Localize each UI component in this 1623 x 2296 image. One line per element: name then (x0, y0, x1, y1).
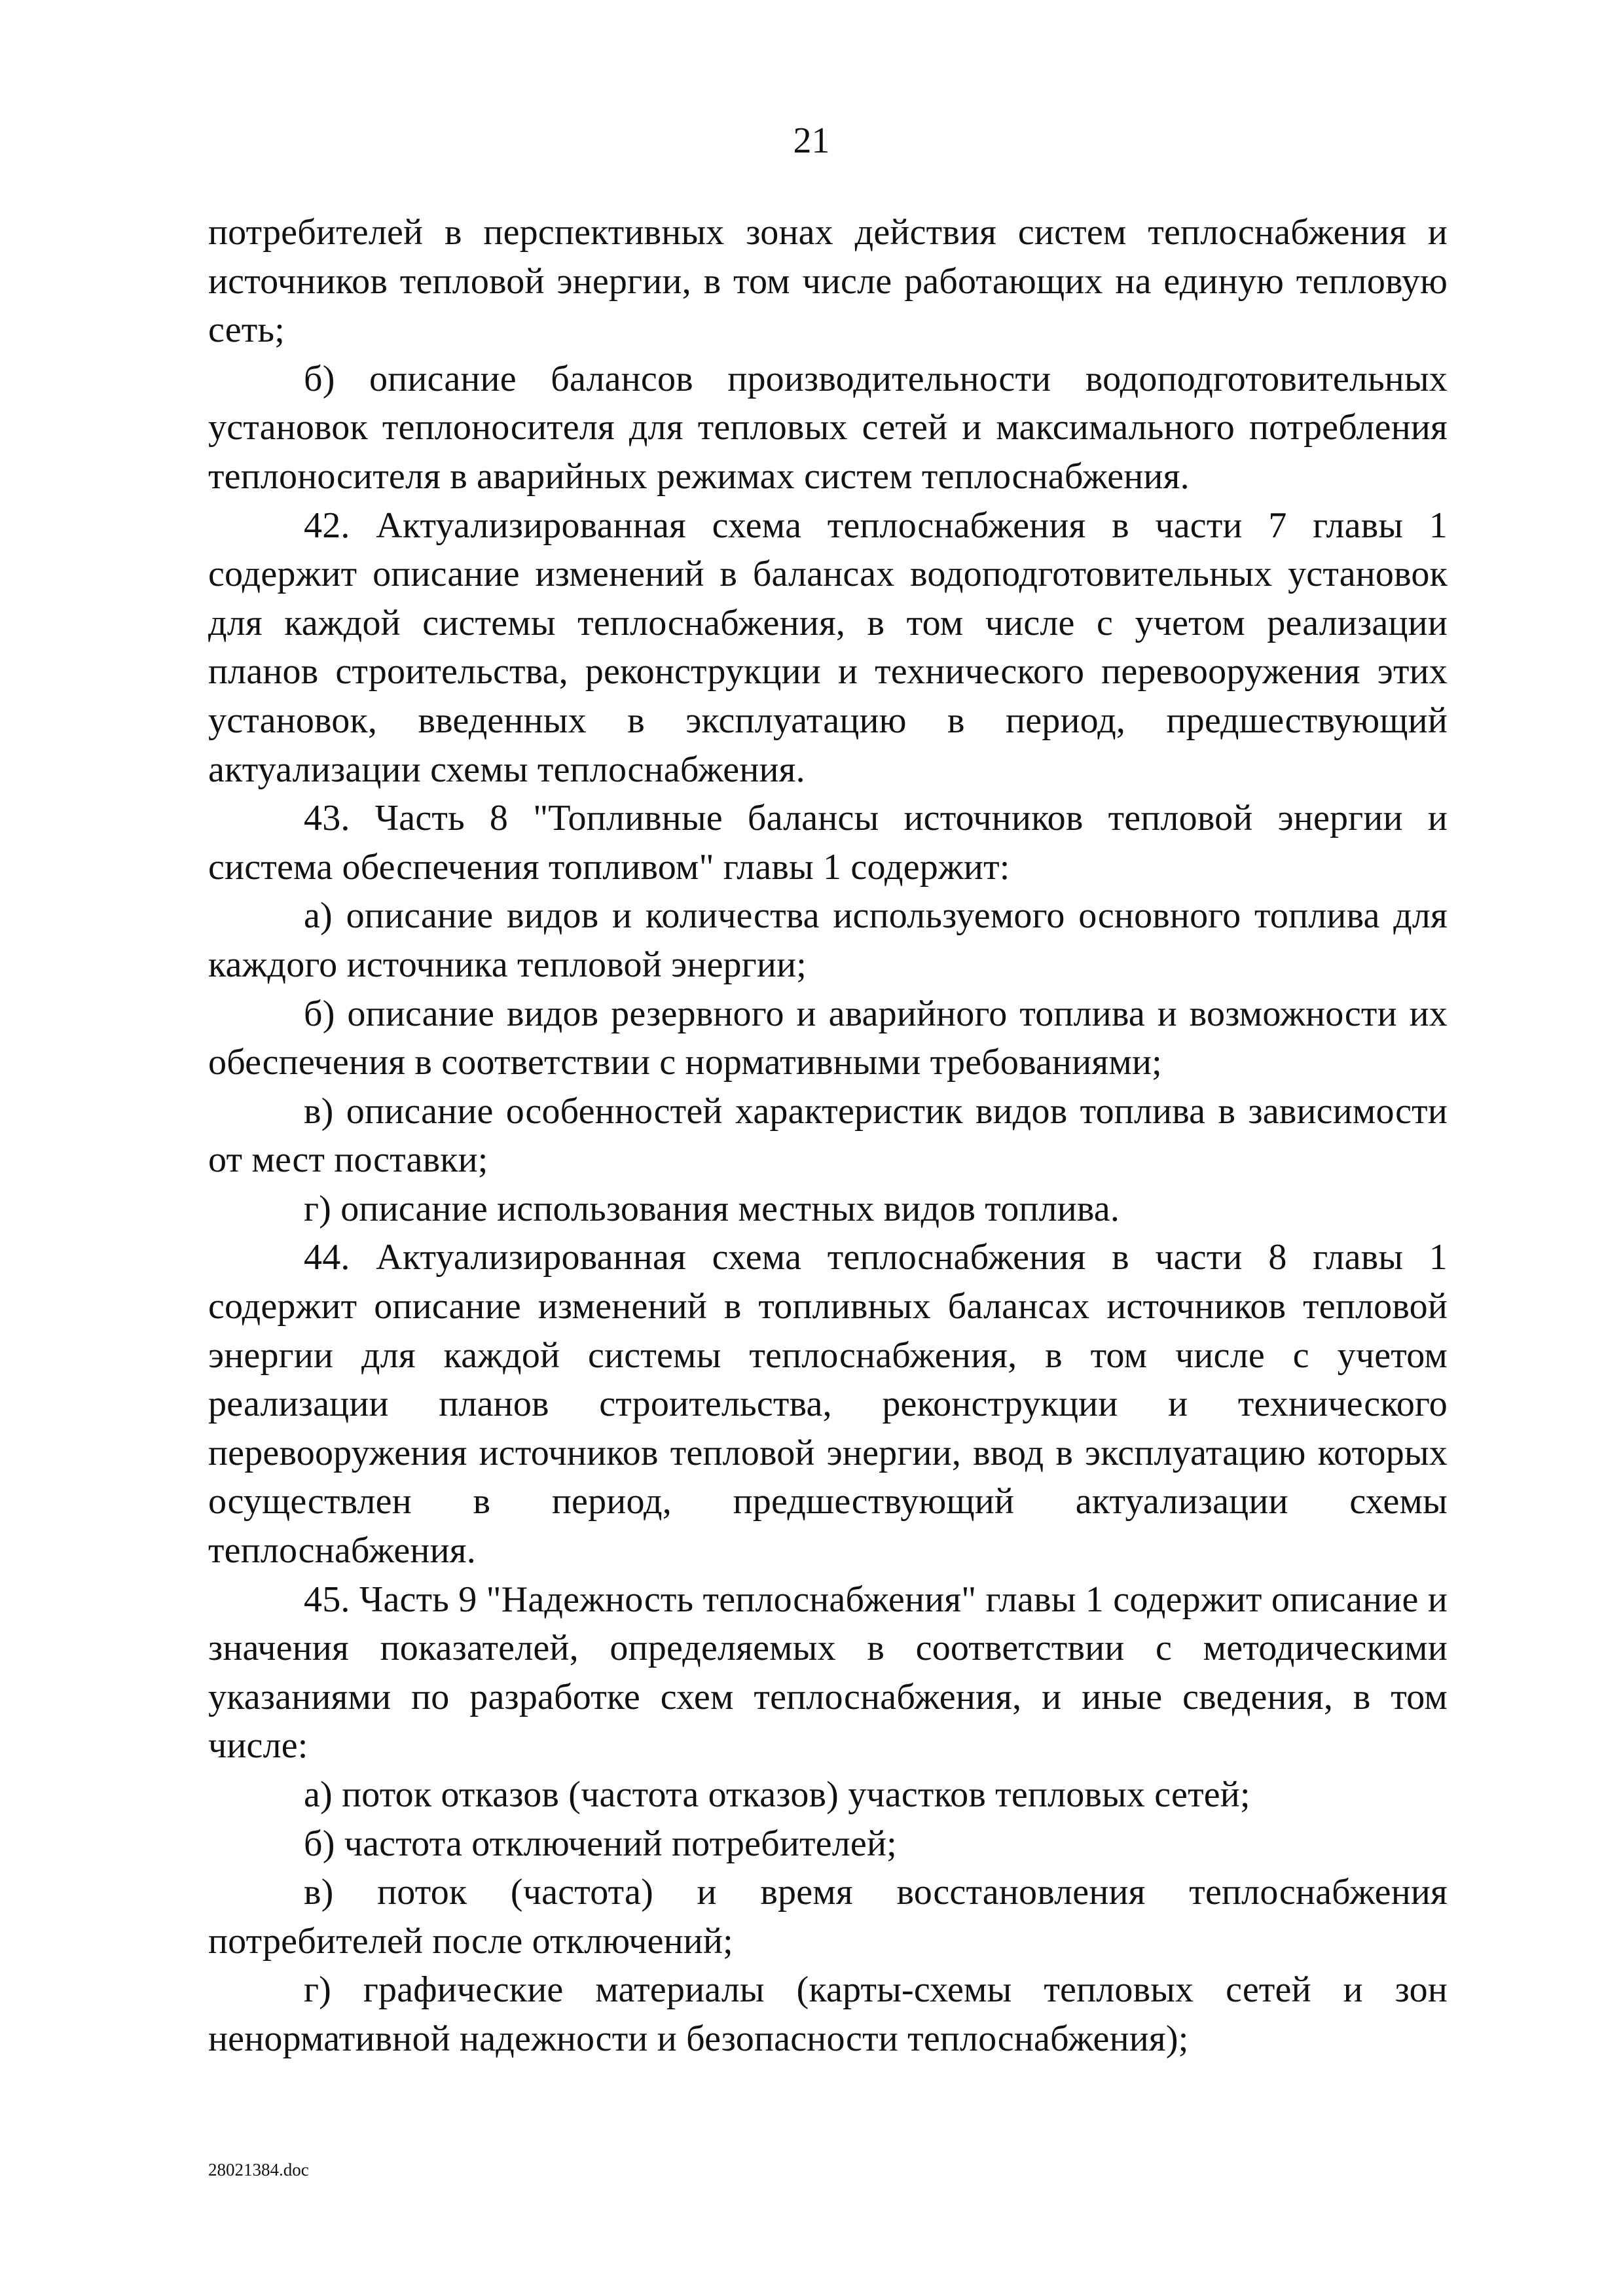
paragraph-45-item-v: в) поток (частота) и время восстановления теплоснабжения потребителей после отключений; (208, 1872, 1448, 1962)
paragraph-44: 44. Актуализированная схема теплоснабжения в части 8 главы 1 содержит описание изменений в топливных балансах источников тепловой энергии для каждой системы теплоснабжения, в том числе с учетом реализации планов строительства, реконструкции и технического перевооружения источников тепловой энергии, ввод в эксплуатацию которых осуществлен в период, предшествующий актуализации схемы теплоснабжения. (208, 1237, 1448, 1571)
paragraph-45-item-a: а) поток отказов (частота отказов) участков тепловых сетей; (304, 1774, 1250, 1815)
footer-filename: 28021384.doc (208, 2160, 309, 2179)
paragraph-45-item-b: б) частота отключений потребителей; (304, 1823, 897, 1864)
paragraph-45-item-g: г) графические материалы (карты-схемы тепловых сетей и зон ненормативной надежности и безопасности теплоснабжения); (208, 1969, 1448, 2059)
paragraph-43-item-v: в) описание особенностей характеристик видов топлива в зависимости от мест поставки; (208, 1090, 1448, 1181)
page-number: 21 (793, 120, 830, 161)
paragraph-42: 42. Актуализированная схема теплоснабжения в части 7 главы 1 содержит описание изменений в балансах водоподготовительных установок для каждой системы теплоснабжения, в том числе с учетом реализации планов строительства, реконструкции и технического перевооружения этих установок, введенных в эксплуатацию в период, предшествующий актуализации схемы теплоснабжения. (208, 505, 1448, 790)
paragraph-43-item-a: а) описание видов и количества используемого основного топлива для каждого источника тепловой энергии; (208, 895, 1448, 985)
paragraph-item-b-balances: б) описание балансов производительности водоподготовительных установок теплоносителя для тепловых сетей и максимального потребления теплоносителя в аварийных режимах систем теплоснабжения. (208, 358, 1448, 497)
paragraph-43-item-g: г) описание использования местных видов топлива. (304, 1188, 1120, 1229)
document-body (208, 208, 1448, 2064)
paragraph-43-item-b: б) описание видов резервного и аварийного топлива и возможности их обеспечения в соответствии с нормативными требованиями; (208, 993, 1448, 1083)
paragraph-continuation: потребителей в перспективных зонах действия систем теплоснабжения и источников тепловой энергии, в том числе работающих на единую тепловую сеть; (208, 212, 1448, 351)
paragraph-43: 43. Часть 8 "Топливные балансы источников тепловой энергии и система обеспечения топливом" главы 1 содержит: (208, 798, 1448, 888)
paragraph-45: 45. Часть 9 "Надежность теплоснабжения" главы 1 содержит описание и значения показателей, определяемых в соответствии с методическими указаниями по разработке схем теплоснабжения, и иные сведения, в том числе: (208, 1579, 1448, 1767)
